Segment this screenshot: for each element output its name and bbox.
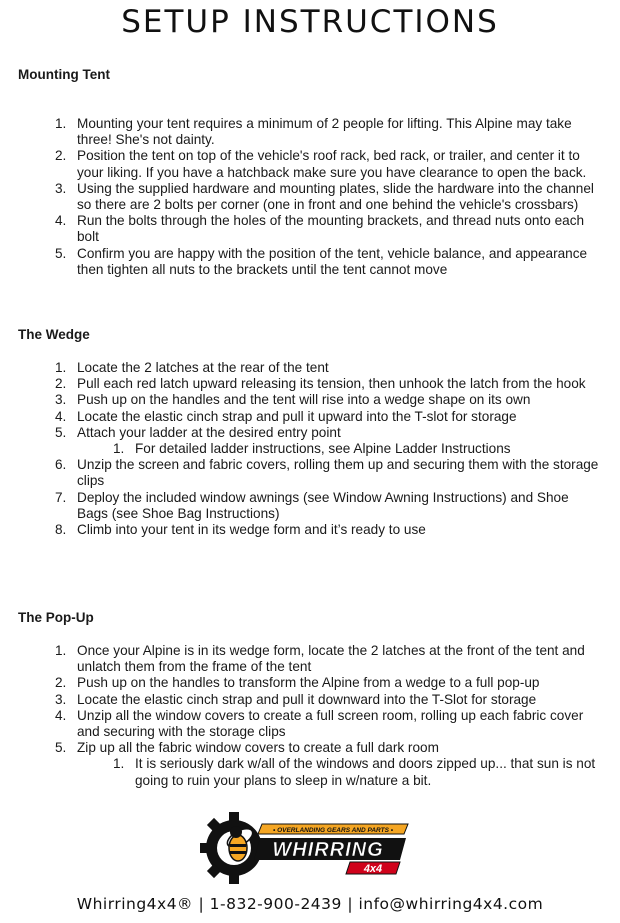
list-item xyxy=(55,180,600,213)
step-number: 2. xyxy=(55,376,67,392)
logo-tagline: • OVERLANDING GEARS AND PARTS • xyxy=(273,827,393,834)
step-number: 4. xyxy=(55,408,67,424)
step-text: Confirm you are happy with the position of the tent, vehicle balance, and appearance then tighten all nuts to the brackets until the tent cannot move xyxy=(77,245,588,277)
list-item xyxy=(55,116,600,148)
list-item xyxy=(55,675,600,691)
step-number: 3. xyxy=(55,392,67,408)
footer-contact: Whirring4x4® | 1-832-900-2439 | info@whirring4x4.com xyxy=(76,895,544,913)
step-text: Climb into your tent in its wedge form and it’s ready to use xyxy=(77,522,426,538)
sub-step-number: 1. xyxy=(113,441,125,457)
step-text: Attach your ladder at the desired entry point xyxy=(77,424,341,440)
sub-step-text: For detailed ladder instructions, see Alpine Ladder Instructions xyxy=(135,441,511,457)
list-item xyxy=(55,245,600,278)
list-item xyxy=(55,213,600,245)
section-heading-the-pop-up: The Pop-Up xyxy=(18,610,94,625)
page-title: SETUP INSTRUCTIONS xyxy=(121,4,499,40)
step-text: Run the bolts through the holes of the mounting brackets, and thread nuts onto each bolt xyxy=(77,213,585,245)
step-number: 5. xyxy=(55,245,67,261)
the-wedge-steps xyxy=(0,360,600,538)
logo-brand: WHIRRING xyxy=(272,839,384,861)
list-item xyxy=(55,643,600,675)
list-item xyxy=(55,376,600,392)
step-number: 2. xyxy=(55,675,67,691)
step-text: Deploy the included window awnings (see Window Awning Instructions) and Shoe Bags (see Shoe Bag Instructions) xyxy=(77,489,569,521)
sub-step-text: It is seriously dark w/all of the windows and doors zipped up... that sun is not going to ruin your plans to sleep in w/nature a bit. xyxy=(135,756,596,788)
step-text: Position the tent on top of the vehicle's roof rack, bed rack, or trailer, and center it to your liking. If you have a hatchback make sure you have clearance to open the back. xyxy=(77,148,587,180)
list-item xyxy=(55,489,600,522)
mounting-tent-steps xyxy=(0,116,600,278)
list-item xyxy=(55,691,600,708)
step-text: Unzip the screen and fabric covers, rolling them up and securing them with the storage clips xyxy=(77,457,599,489)
step-text: Locate the elastic cinch strap and pull it downward into the T-Slot for storage xyxy=(77,691,537,707)
step-number: 5. xyxy=(55,740,67,756)
sub-steps xyxy=(77,441,600,457)
list-item xyxy=(55,408,600,425)
sub-list-item xyxy=(113,441,600,457)
step-text: Push up on the handles to transform the Alpine from a wedge to a full pop-up xyxy=(77,675,540,691)
step-text: Mounting your tent requires a minimum of 2 people for lifting. This Alpine may take three! She's not dainty. xyxy=(77,116,572,148)
sub-steps xyxy=(77,756,600,788)
step-number: 3. xyxy=(55,691,67,707)
section-heading-mounting-tent: Mounting Tent xyxy=(18,67,110,82)
logo-brand-sub: 4x4 xyxy=(363,863,383,875)
step-number: 1. xyxy=(55,116,67,131)
list-item xyxy=(55,457,600,489)
list-item xyxy=(55,707,600,740)
whirring-4x4-logo xyxy=(200,808,410,888)
section-heading-the-wedge: The Wedge xyxy=(18,327,90,342)
list-item xyxy=(55,424,600,457)
list-item xyxy=(55,522,600,538)
step-number: 8. xyxy=(55,522,67,538)
step-text: Zip up all the fabric window covers to create a full dark room xyxy=(77,740,439,756)
list-item xyxy=(55,148,600,180)
step-number: 1. xyxy=(55,360,67,375)
step-number: 2. xyxy=(55,148,67,164)
step-text: Once your Alpine is in its wedge form, locate the 2 latches at the front of the tent and unlatch them from the frame of the tent xyxy=(77,643,585,675)
step-text: Locate the 2 latches at the rear of the tent xyxy=(77,360,329,375)
list-item xyxy=(55,740,600,789)
step-number: 4. xyxy=(55,707,67,723)
step-text: Push up on the handles and the tent will rise into a wedge shape on its own xyxy=(77,392,531,408)
sub-step-number: 1. xyxy=(113,756,125,772)
step-number: 1. xyxy=(55,643,67,658)
sub-list-item xyxy=(113,756,600,788)
step-text: Pull each red latch upward releasing its tension, then unhook the latch from the hook xyxy=(77,376,586,392)
step-number: 7. xyxy=(55,489,67,505)
step-number: 3. xyxy=(55,180,67,196)
list-item xyxy=(55,360,600,376)
the-pop-up-steps xyxy=(0,643,600,789)
step-text: Locate the elastic cinch strap and pull it upward into the T-slot for storage xyxy=(77,408,517,424)
step-text: Unzip all the window covers to create a full screen room, rolling up each fabric cover and securing with the storage clips xyxy=(77,707,584,740)
step-number: 4. xyxy=(55,213,67,229)
step-number: 5. xyxy=(55,424,67,440)
step-number: 6. xyxy=(55,457,67,473)
step-text: Using the supplied hardware and mounting plates, slide the hardware into the channel so there are 2 bolts per corner (one in front and one behind the vehicle's crossbars) xyxy=(77,180,594,213)
list-item xyxy=(55,392,600,408)
